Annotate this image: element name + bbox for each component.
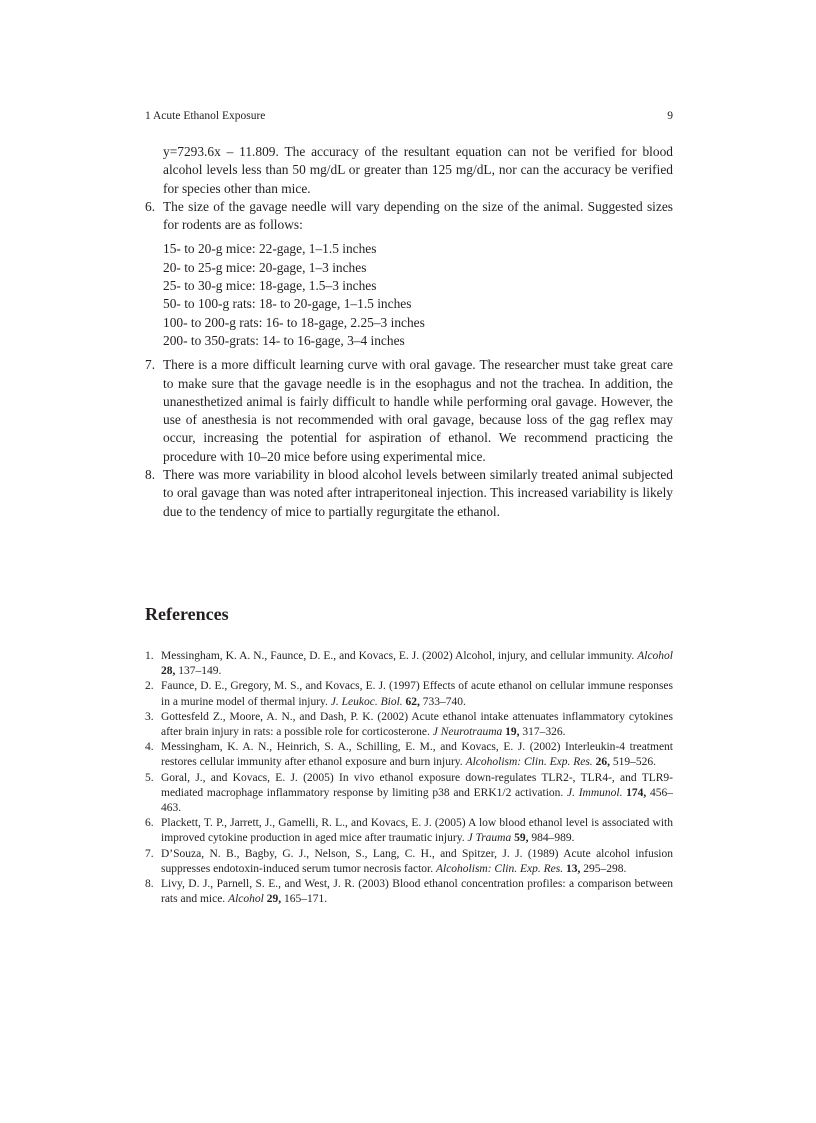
size-line: 25- to 30-g mice: 18-gage, 1.5–3 inches (163, 278, 377, 294)
notes-section (145, 143, 673, 521)
page-number: 9 (667, 110, 673, 122)
reference-volume: 26, (595, 756, 610, 769)
reference-journal: J. Leukoc. Biol. (330, 695, 403, 708)
reference-journal: Alcoholism: Clin. Exp. Res. (435, 862, 564, 875)
note-text: The size of the gavage needle will vary depending on the size of the animal. Suggested sizes for rodents are as follows: (163, 198, 673, 233)
reference-entry (145, 710, 673, 740)
reference-entry (145, 771, 673, 817)
reference-number: 8. (145, 878, 154, 891)
reference-journal: J. Immunol. (567, 786, 623, 799)
reference-pages: 733–740. (422, 695, 466, 708)
reference-volume: 62, (405, 695, 420, 708)
note-number: 7. (145, 357, 156, 373)
reference-journal: Alcoholism: Clin. Exp. Res. (465, 756, 593, 769)
note-item-7 (145, 356, 673, 466)
reference-authors: Faunce, D. E., Gregory, M. S., and Kovacs, E. J. (1997) Effects of acute ethanol on cellular immune responses in a murine model of thermal injury. (161, 680, 673, 708)
reference-number: 7. (145, 847, 154, 860)
size-line: 50- to 100-g rats: 18- to 20-gage, 1–1.5 inches (163, 296, 412, 312)
gavage-size-list (163, 240, 673, 350)
reference-volume: 28, (161, 665, 176, 678)
reference-number: 6. (145, 817, 154, 830)
reference-journal: Alcohol (637, 650, 673, 662)
running-title: 1 Acute Ethanol Exposure (145, 110, 266, 122)
reference-journal: Alcohol (228, 893, 264, 906)
reference-entry (145, 649, 673, 679)
reference-pages: 456–463. (161, 786, 674, 815)
note-number: 6. (145, 198, 156, 214)
reference-volume: 59, (514, 832, 529, 845)
size-line: 100- to 200-g rats: 16- to 18-gage, 2.25–3 inches (163, 314, 425, 330)
note-item-8 (145, 466, 673, 521)
reference-entry (145, 877, 673, 907)
reference-entry (145, 847, 673, 877)
size-line: 20- to 25-g mice: 20-gage, 1–3 inches (163, 259, 367, 275)
reference-number: 3. (145, 710, 154, 723)
reference-list (145, 649, 673, 907)
note-text: There is a more difficult learning curve with oral gavage. The researcher must take great care to make sure that the gavage needle is in the esophagus and not the trachea. In addition, the unanesthetized animal is fairly difficult to handle while performing oral gavage. However, the use of anesthesia is not recommended with oral gavage, because loss of the gag reflex may occur, increasing the potential for aspiration of ethanol. We recommend practicing the procedure with 10–20 mice before using experimental mice. (163, 357, 673, 464)
note-item-6 (145, 198, 673, 235)
reference-number: 1. (145, 650, 154, 662)
size-line: 15- to 20-g mice: 22-gage, 1–1.5 inches (163, 241, 377, 257)
reference-entry (145, 679, 673, 709)
reference-pages: 137–149. (178, 665, 222, 678)
reference-volume: 29, (266, 893, 282, 906)
reference-journal: J Trauma (467, 832, 512, 845)
reference-number: 5. (145, 771, 154, 784)
reference-authors: Livy, D. J., Parnell, S. E., and West, J. R. (2003) Blood ethanol concentration profiles: a comparison between rats and mice. (161, 878, 673, 906)
reference-authors: Gottesfeld Z., Moore, A. N., and Dash, P. K. (2002) Acute ethanol intake attenuates inflammatory cytokines after brain injury in rats: a possible role for corticosterone. (161, 710, 673, 739)
references-heading: References (145, 604, 229, 624)
reference-pages: 519–526. (612, 756, 656, 769)
reference-pages: 295–298. (583, 862, 627, 875)
reference-entry (145, 816, 673, 846)
note-number: 8. (145, 467, 156, 483)
reference-authors: Messingham, K. A. N., Faunce, D. E., and Kovacs, E. J. (2002) Alcohol, injury, and cellular immunity. (161, 650, 638, 662)
reference-authors: Goral, J., and Kovacs, E. J. (2005) In vivo ethanol exposure down-regulates TLR2-, TLR4-, and TLR9-mediated macrophage inflammatory response by limiting p38 and ERK1/2 activation. (161, 771, 673, 799)
reference-volume: 19, (505, 726, 520, 739)
reference-pages: 984–989. (531, 832, 575, 845)
reference-entry (145, 740, 673, 770)
reference-journal: J Neurotrauma (432, 726, 503, 739)
reference-volume: 13, (565, 862, 581, 875)
reference-number: 4. (145, 741, 154, 754)
reference-volume: 174, (626, 786, 647, 799)
size-line: 200- to 350-grats: 14- to 16-gage, 3–4 inches (163, 332, 405, 348)
reference-pages: 317–326. (522, 726, 566, 739)
reference-authors: D’Souza, N. B., Bagby, G. J., Nelson, S., Lang, C. H., and Spitzer, J. J. (1989) Acute alcohol infusion suppresses endotoxin-induced serum tumor necrosis factor. (161, 847, 673, 875)
reference-authors: Plackett, T. P., Jarrett, J., Gamelli, R. L., and Kovacs, E. J. (2005) A low blood ethanol level is associated with improved cytokine production in aged mice after traumatic injury. (161, 817, 673, 845)
note-5-continuation: y=7293.6x – 11.809. The accuracy of the resultant equation can not be verified for blood alcohol levels less than 50 mg/dL or greater than 125 mg/dL, nor can the accuracy be verified for species other than mice. (163, 144, 673, 196)
note-text: There was more variability in blood alcohol levels between similarly treated animal subjected to oral gavage than was noted after intraperitoneal injection. This increased variability is likely due to the tendency of mice to partially regurgitate the ethanol. (163, 467, 673, 519)
reference-pages: 165–171. (283, 893, 328, 906)
reference-authors: Messingham, K. A. N., Heinrich, S. A., Schilling, E. M., and Kovacs, E. J. (2002) Interleukin-4 treatment restores cellular immunity after ethanol exposure and burn injury. (161, 741, 673, 769)
reference-number: 2. (145, 680, 154, 693)
